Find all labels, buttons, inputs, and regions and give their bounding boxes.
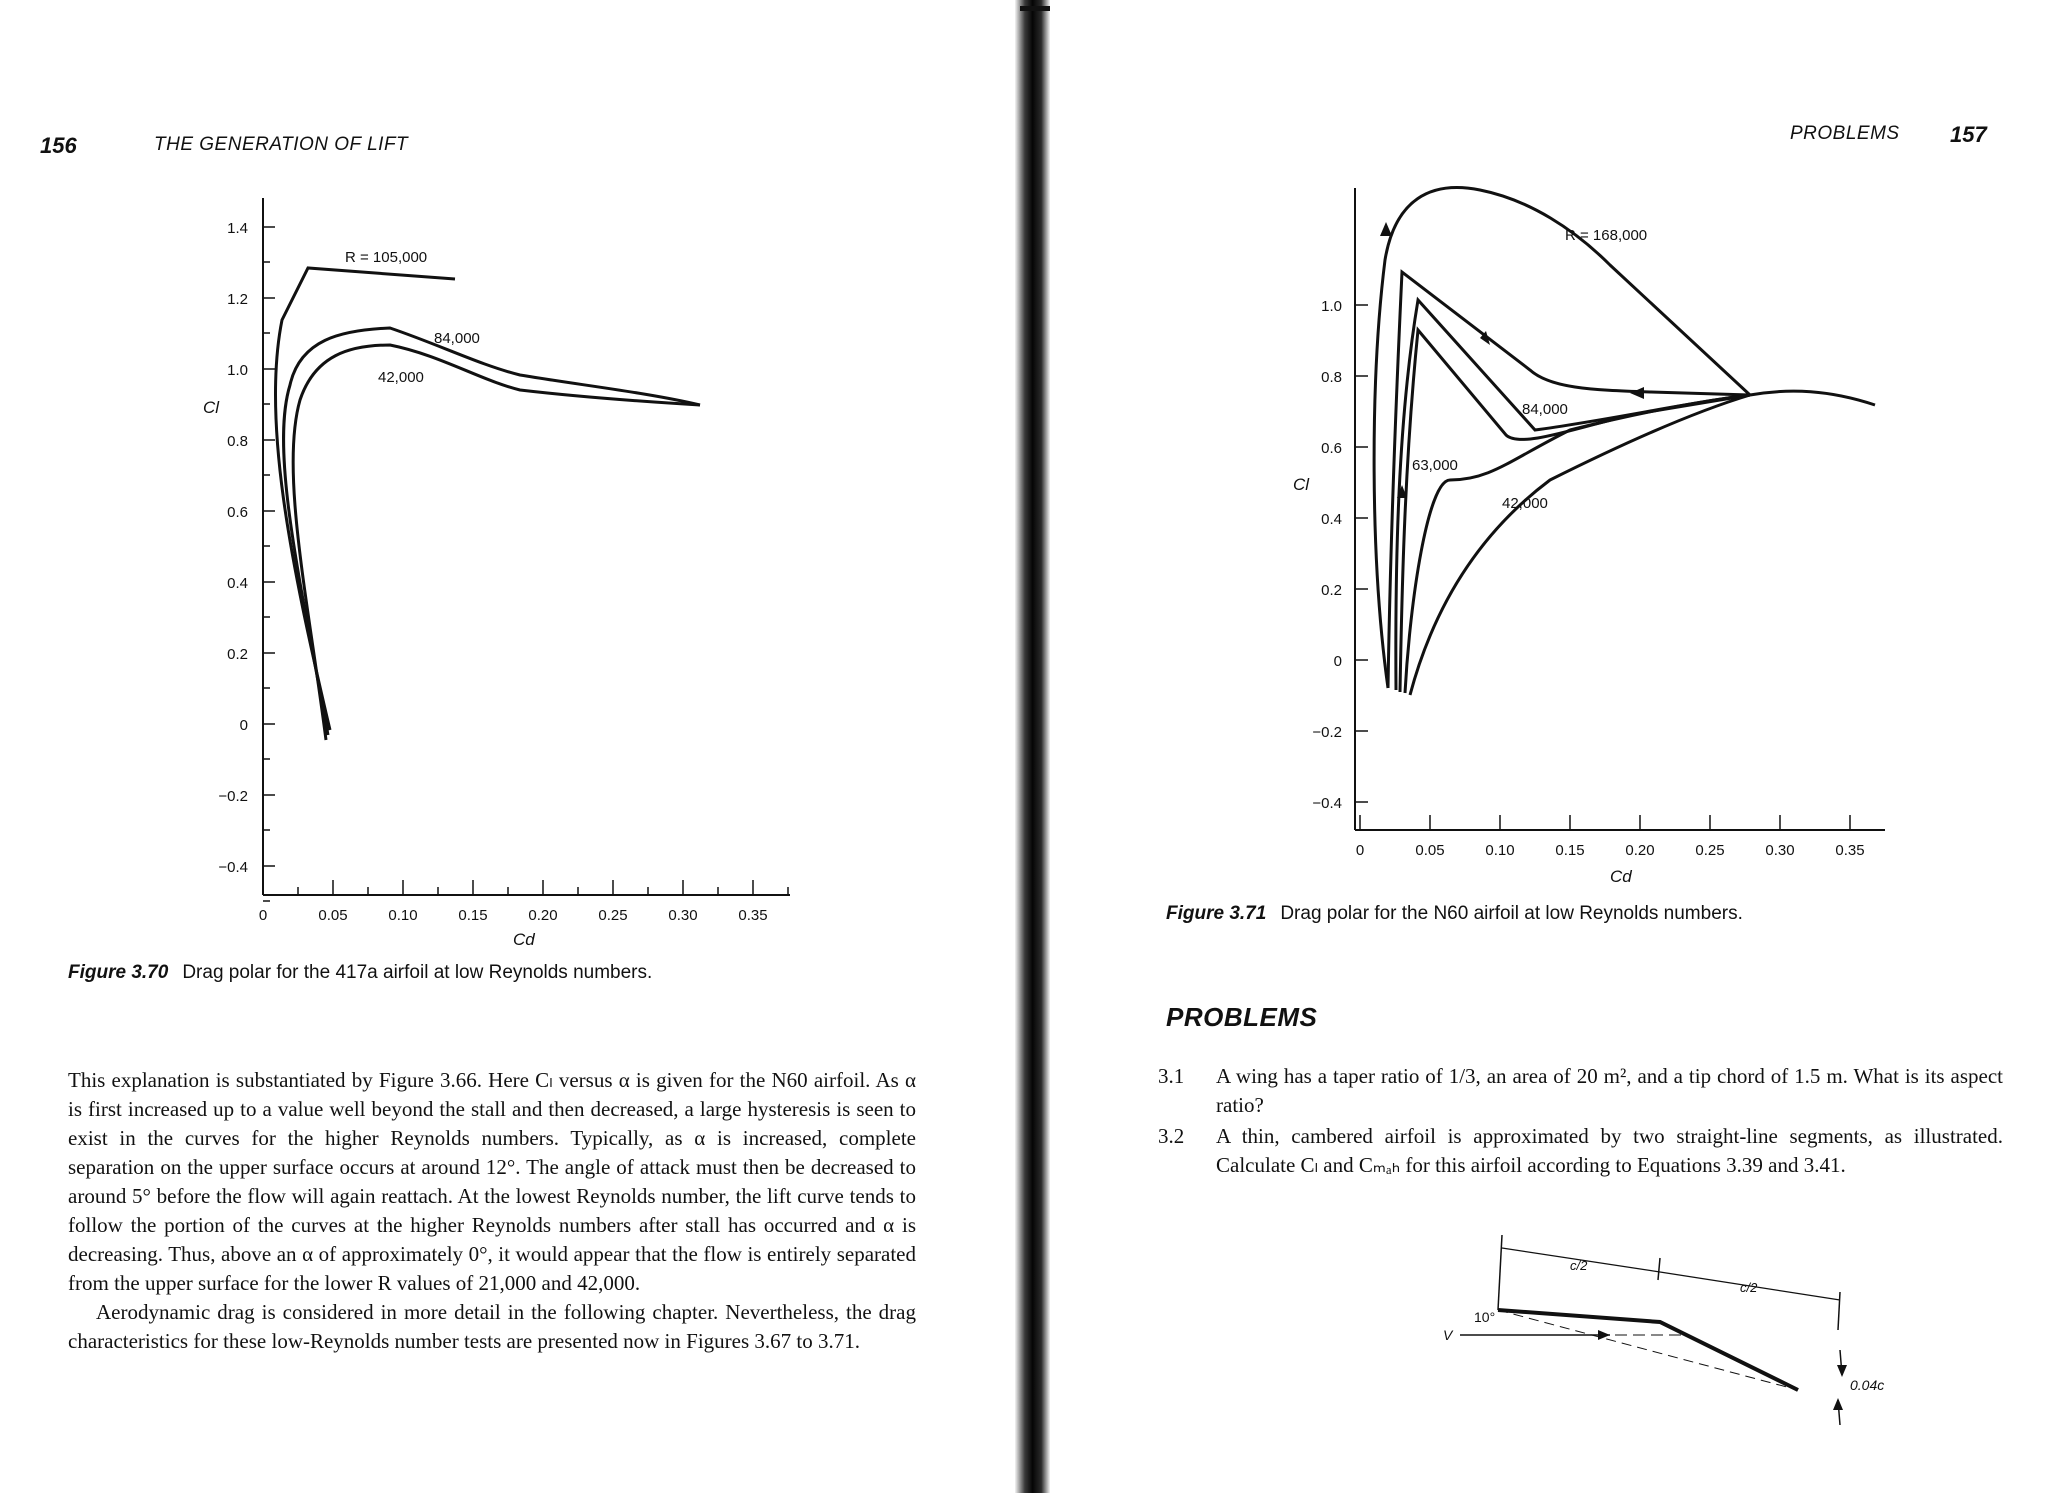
diagram-label: c/2 <box>1570 1258 1588 1273</box>
curve-label: 42,000 <box>378 369 424 386</box>
paragraph: This explanation is substantiated by Figure 3.66. Here Cₗ versus α is given for the N60 airfoil. As α is first increased up to a value well beyond the stall and then decreased, a large hysteresis is seen to exist in the curves for the higher Reynolds numbers. Typically, as α is increased, complete separation on the upper surface occurs at around 12°. The angle of attack must then be decreased to around 5° before the flow will again reattach. At the lowest Reynolds number, the lift curve tends to follow the portion of the curves at the higher Reynolds numbers after stall has occurred and α is decreasing. Thus, above an α of approximately 0°, it would appear that the flow is entirely separated from the upper surface for the lower R values of 21,000 and 42,000. <box>68 1068 916 1295</box>
curve-label: 42,000 <box>1502 495 1548 512</box>
curve-label: 84,000 <box>434 330 480 347</box>
x-tick-label: 0.15 <box>1555 842 1585 859</box>
x-tick-label: 0.20 <box>1625 842 1655 859</box>
figure-label: Figure 3.71 <box>1166 903 1267 924</box>
problem-number: 3.2 <box>1158 1124 1185 1148</box>
cambered-airfoil-diagram <box>1050 1200 2048 1500</box>
y-tick-label: 0.4 <box>1321 511 1342 528</box>
arrow-icon <box>1833 1398 1843 1410</box>
page-number: 157 <box>1950 122 1987 147</box>
curve-label: R = 105,000 <box>345 249 428 266</box>
curve-r-84000 <box>1396 300 1750 690</box>
x-tick-label: 0.20 <box>528 907 558 924</box>
curve-label: 84,000 <box>1522 401 1568 418</box>
y-tick-label: 0.2 <box>1321 582 1342 599</box>
x-tick-label: 0.25 <box>598 907 628 924</box>
running-head: PROBLEMS <box>1790 123 1900 144</box>
right-page <box>1050 0 2048 1493</box>
body-text <box>68 1066 916 1356</box>
arrow-icon <box>1598 1330 1610 1340</box>
y-axis-label: Cl <box>1293 475 1310 494</box>
figure-label: Figure 3.70 <box>68 962 169 983</box>
y-tick-label: −0.4 <box>1312 795 1342 812</box>
section-title: PROBLEMS <box>1166 1002 1318 1032</box>
curve-r-168000 <box>1374 188 1750 688</box>
problem-text: A wing has a taper ratio of 1/3, an area of 20 m², and a tip chord of 1.5 m. What is its aspect ratio? <box>1216 1064 2003 1117</box>
dimension-tick <box>1838 1292 1840 1330</box>
curve-r-105000 <box>275 268 455 730</box>
diagram-label: 10° <box>1474 1309 1496 1325</box>
y-tick-label: −0.2 <box>1312 724 1342 741</box>
dimension-tick <box>1498 1235 1502 1310</box>
arrow-icon <box>1380 222 1392 236</box>
diagram-label: 0.04c <box>1850 1377 1885 1393</box>
curve-r-84000 <box>284 328 700 735</box>
diagram-label: c/2 <box>1740 1280 1758 1295</box>
y-tick-label: 0.6 <box>1321 440 1342 457</box>
x-tick-label: 0.05 <box>318 907 348 924</box>
y-tick-label: 1.2 <box>227 291 248 308</box>
x-axis-label: Cd <box>1610 867 1632 886</box>
curve-label: 63,000 <box>1412 457 1458 474</box>
y-tick-label: 0.6 <box>227 504 248 521</box>
y-tick-label: 0.8 <box>227 433 248 450</box>
x-tick-label: 0.30 <box>668 907 698 924</box>
y-tick-label: 1.0 <box>1321 298 1342 315</box>
figure-caption <box>68 962 652 984</box>
problem-number: 3.1 <box>1158 1064 1185 1088</box>
curve-r-63000 <box>1400 330 1750 692</box>
arrow-icon <box>1630 387 1644 399</box>
x-tick-label: 0 <box>258 907 268 924</box>
figure-caption <box>1166 903 1743 925</box>
y-tick-label: −0.2 <box>218 788 248 805</box>
y-tick-label: 0 <box>239 717 248 734</box>
x-axis-label: Cd <box>513 930 535 949</box>
diagram-label: V <box>1443 1327 1453 1343</box>
y-tick-label: 1.0 <box>227 362 248 379</box>
book-gutter <box>1015 0 1050 1493</box>
y-tick-label: 0 <box>1333 653 1342 670</box>
problem-text: A thin, cambered airfoil is approximated by two straight-line segments, as illustrated. Calculate Cₗ and Cₘₐₕ for this airfoil according to Equations 3.39 and 3.41. <box>1216 1124 2003 1177</box>
curve-r-42000-lower <box>1410 395 1750 695</box>
x-tick-label: 0.35 <box>738 907 768 924</box>
x-tick-label: 0.30 <box>1765 842 1795 859</box>
curve-r-42000 <box>1405 395 1750 693</box>
curve-r-42000 <box>293 345 700 740</box>
x-tick-label: 0.05 <box>1415 842 1445 859</box>
page-number: 156 <box>40 133 77 158</box>
y-tick-label: 0.2 <box>227 646 248 663</box>
x-tick-label: 0.35 <box>1835 842 1865 859</box>
y-tick-label: 0.4 <box>227 575 248 592</box>
y-tick-label: 0.8 <box>1321 369 1342 386</box>
caption-text: Drag polar for the N60 airfoil at low Reynolds numbers. <box>1280 903 1743 924</box>
curve-tail <box>1750 391 1875 405</box>
y-axis-label: Cl <box>203 398 220 417</box>
problem-item <box>1158 1122 2003 1180</box>
x-tick-label: 0.15 <box>458 907 488 924</box>
x-tick-label: 0.25 <box>1695 842 1725 859</box>
figure-3-70-plot <box>0 0 1015 960</box>
x-tick-label: 0 <box>1355 842 1365 859</box>
paragraph: Aerodynamic drag is considered in more detail in the following chapter. Nevertheless, the drag characteristics for these low-Reynolds number tests are presented now in Figures 3.67 to 3.71. <box>68 1300 916 1353</box>
dimension-tick <box>1658 1258 1660 1280</box>
x-tick-label: 0.10 <box>1485 842 1515 859</box>
running-head: THE GENERATION OF LIFT <box>154 134 409 155</box>
curve-r-168000-return <box>1388 272 1750 688</box>
y-tick-label: 1.4 <box>227 220 248 237</box>
x-tick-label: 0.10 <box>388 907 418 924</box>
problem-item <box>1158 1062 2003 1120</box>
left-page <box>0 0 1015 1493</box>
caption-text: Drag polar for the 417a airfoil at low Reynolds numbers. <box>182 962 653 983</box>
figure-3-71-plot <box>1050 0 2048 900</box>
arrow-icon <box>1837 1365 1847 1377</box>
curve-label: R = 168,000 <box>1565 227 1648 244</box>
y-tick-label: −0.4 <box>218 859 248 876</box>
